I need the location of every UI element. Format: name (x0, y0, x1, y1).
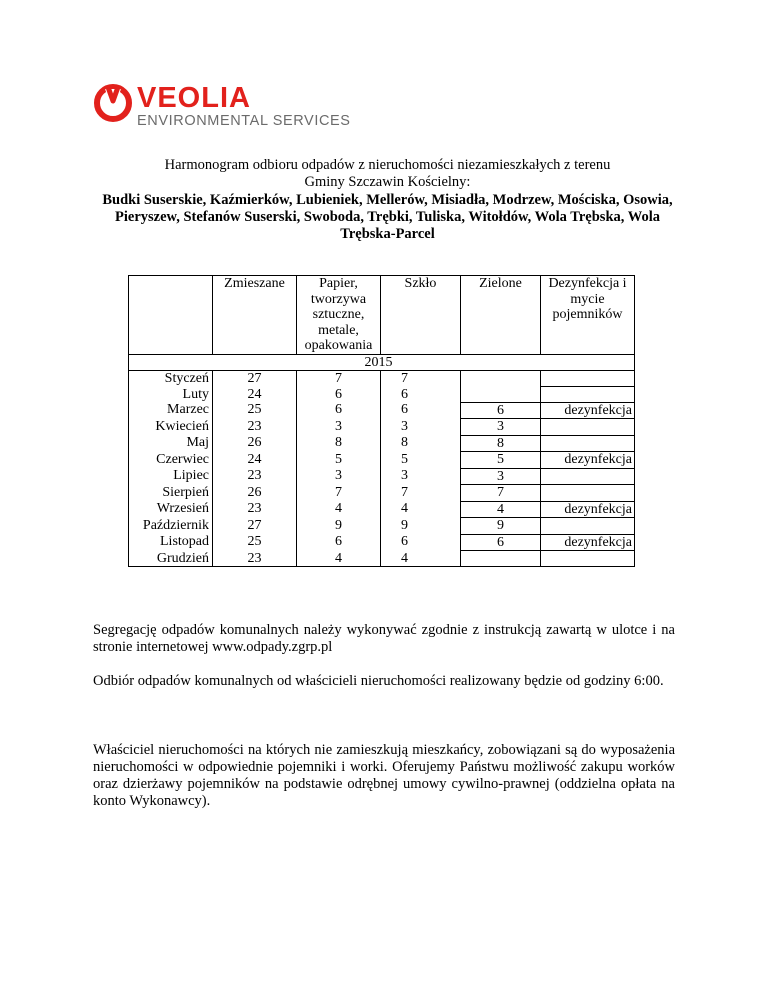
table-row (129, 402, 635, 419)
cell-zmieszane: 23 (213, 501, 297, 518)
segregation-note: Segregację odpadów komunalnych należy wykonywać zgodnie z instrukcją zawartą w ulotce i na stronie internetowej www.odpady.zgrp.pl (93, 622, 675, 655)
cell-papier: 4 (297, 501, 381, 518)
table-row (129, 435, 635, 452)
cell-zielone (461, 371, 541, 387)
intro-line-2: Gminy Szczawin Kościelny: (304, 174, 471, 190)
cell-szklo: 6 (381, 387, 461, 403)
cell-szklo: 4 (381, 551, 461, 567)
cell-month: Styczeń (129, 371, 213, 387)
cell-month: Marzec (129, 402, 213, 419)
column-header-zielone: Zielone (461, 276, 541, 355)
column-header-month (129, 276, 213, 355)
cell-month: Październik (129, 518, 213, 535)
cell-szklo: 3 (381, 468, 461, 485)
cell-szklo: 6 (381, 534, 461, 551)
table-row (129, 452, 635, 469)
cell-zmieszane: 23 (213, 551, 297, 567)
year-row (129, 354, 635, 371)
column-header-dezynfekcja: Dezynfekcja i mycie pojemników (541, 276, 635, 355)
cell-dezynfekcja: dezynfekcja (541, 534, 635, 551)
cell-zielone: 9 (461, 518, 541, 535)
cell-papier: 7 (297, 371, 381, 387)
cell-dezynfekcja: dezynfekcja (541, 452, 635, 469)
cell-zielone: 6 (461, 534, 541, 551)
cell-zielone: 7 (461, 485, 541, 502)
cell-dezynfekcja (541, 468, 635, 485)
cell-papier: 6 (297, 402, 381, 419)
cell-zielone: 5 (461, 452, 541, 469)
cell-zielone: 3 (461, 419, 541, 436)
veolia-logo (93, 83, 373, 135)
cell-dezynfekcja (541, 387, 635, 403)
cell-month: Czerwiec (129, 452, 213, 469)
veolia-logo-icon (93, 83, 133, 123)
cell-zmieszane: 25 (213, 402, 297, 419)
cell-papier: 6 (297, 387, 381, 403)
cell-zmieszane: 26 (213, 485, 297, 502)
table-row (129, 387, 635, 403)
table-row (129, 551, 635, 567)
cell-zielone: 6 (461, 402, 541, 419)
column-header-papier: Papier, tworzywa sztuczne, metale, opakowania (297, 276, 381, 355)
cell-dezynfekcja (541, 518, 635, 535)
column-header-zmieszane: Zmieszane (213, 276, 297, 355)
cell-szklo: 3 (381, 419, 461, 436)
table-header-row (129, 276, 635, 355)
cell-dezynfekcja: dezynfekcja (541, 501, 635, 518)
cell-zmieszane: 24 (213, 387, 297, 403)
cell-szklo: 4 (381, 501, 461, 518)
table-row (129, 468, 635, 485)
logo-subtitle: ENVIRONMENTAL SERVICES (137, 113, 351, 129)
cell-papier: 4 (297, 551, 381, 567)
owner-obligations-note: Właściciel nieruchomości na których nie zamieszkują mieszkańcy, zobowiązani są do wyposażenia nieruchomości w odpowiednie pojemniki i worki. Oferujemy Państwu możliwość zakupu worków oraz dzierżawy pojemników na podstawie odrębnej umowy cywilno-prawnej (oddzielna opłata na konto Wykonawcy). (93, 742, 675, 809)
cell-papier: 5 (297, 452, 381, 469)
cell-month: Grudzień (129, 551, 213, 567)
cell-szklo: 7 (381, 371, 461, 387)
cell-dezynfekcja: dezynfekcja (541, 402, 635, 419)
table-row (129, 419, 635, 436)
intro-line-1: Harmonogram odbioru odpadów z nieruchomości niezamieszkałych z terenu (164, 157, 611, 173)
column-header-szklo: Szkło (381, 276, 461, 355)
cell-zielone (461, 551, 541, 567)
cell-dezynfekcja (541, 551, 635, 567)
cell-month: Lipiec (129, 468, 213, 485)
cell-zielone (461, 387, 541, 403)
cell-papier: 3 (297, 419, 381, 436)
year-label: 2015 (297, 354, 461, 371)
cell-zmieszane: 23 (213, 419, 297, 436)
cell-month: Sierpień (129, 485, 213, 502)
table-row (129, 518, 635, 535)
cell-szklo: 8 (381, 435, 461, 452)
cell-papier: 3 (297, 468, 381, 485)
cell-zielone: 8 (461, 435, 541, 452)
logo-name: VEOLIA (137, 82, 251, 114)
cell-zielone: 3 (461, 468, 541, 485)
cell-month: Luty (129, 387, 213, 403)
cell-zmieszane: 27 (213, 371, 297, 387)
month-rows (129, 371, 635, 567)
schedule-table (128, 275, 635, 567)
cell-papier: 7 (297, 485, 381, 502)
cell-month: Wrzesień (129, 501, 213, 518)
table-row (129, 534, 635, 551)
cell-papier: 6 (297, 534, 381, 551)
cell-dezynfekcja (541, 371, 635, 387)
cell-dezynfekcja (541, 435, 635, 452)
cell-dezynfekcja (541, 485, 635, 502)
cell-month: Listopad (129, 534, 213, 551)
table-row (129, 501, 635, 518)
cell-zmieszane: 23 (213, 468, 297, 485)
cell-papier: 8 (297, 435, 381, 452)
table-row (129, 485, 635, 502)
cell-month: Kwiecień (129, 419, 213, 436)
cell-zmieszane: 24 (213, 452, 297, 469)
pickup-time-note: Odbiór odpadów komunalnych od właścicieli nieruchomości realizowany będzie od godziny 6:00. (93, 673, 664, 689)
cell-dezynfekcja (541, 419, 635, 436)
cell-zmieszane: 27 (213, 518, 297, 535)
cell-zmieszane: 25 (213, 534, 297, 551)
document-intro (100, 157, 675, 191)
cell-zielone: 4 (461, 501, 541, 518)
places-list: Budki Suserskie, Kaźmierków, Lubieniek, Mellerów, Misiadła, Modrzew, Mościska, Osowia, Pieryszew, Stefanów Suserski, Swoboda, Trębki, Tuliska, Witołdów, Wola Trębska, Wola Trębska-Parcel (102, 192, 673, 242)
cell-szklo: 5 (381, 452, 461, 469)
cell-papier: 9 (297, 518, 381, 535)
cell-month: Maj (129, 435, 213, 452)
table-row (129, 371, 635, 387)
cell-szklo: 7 (381, 485, 461, 502)
cell-zmieszane: 26 (213, 435, 297, 452)
cell-szklo: 6 (381, 402, 461, 419)
cell-szklo: 9 (381, 518, 461, 535)
